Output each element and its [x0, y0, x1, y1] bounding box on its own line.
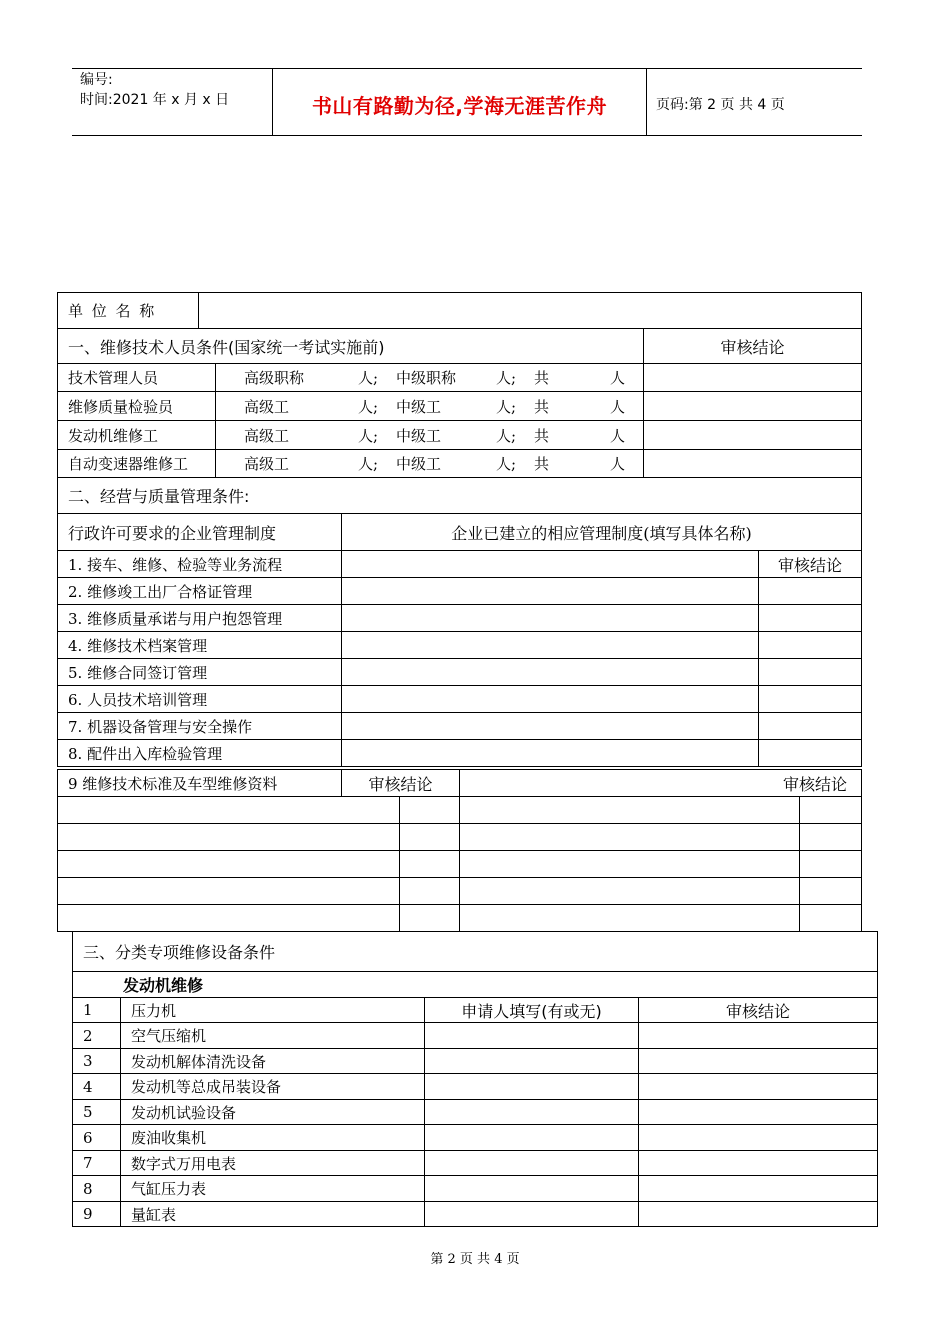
- mgmt-established-cell[interactable]: [342, 659, 759, 686]
- staff-review-cell[interactable]: [644, 364, 862, 392]
- equipment-no: 7: [73, 1151, 121, 1176]
- applicant-cell[interactable]: [425, 1100, 639, 1125]
- equipment-name: 压力机: [121, 998, 425, 1023]
- equipment-table: [72, 931, 878, 1227]
- standards-row: [58, 878, 862, 905]
- standards-row: [58, 824, 862, 851]
- equipment-name: 气缸压力表: [121, 1176, 425, 1202]
- mgmt-column-header-row: [58, 514, 862, 551]
- header-top-rule: [72, 68, 862, 69]
- mgmt-item: 9 维修技术标准及车型维修资料: [58, 770, 342, 797]
- applicant-cell[interactable]: [425, 1049, 639, 1074]
- equipment-no: 9: [73, 1202, 121, 1227]
- mgmt-review-cell[interactable]: [759, 713, 862, 740]
- section2-title: 二、经营与质量管理条件:: [58, 478, 862, 514]
- qualification-table: [57, 292, 862, 767]
- mgmt-item: 6. 人员技术培训管理: [58, 686, 342, 713]
- mgmt-review-cell[interactable]: [759, 632, 862, 659]
- equipment-review-header: 审核结论: [639, 998, 878, 1023]
- mgmt-row: [58, 605, 862, 632]
- equipment-row: [73, 1049, 878, 1074]
- standards-name-cell[interactable]: [460, 878, 800, 905]
- applicant-cell[interactable]: [425, 1202, 639, 1227]
- staff-row: [58, 421, 862, 450]
- equipment-row: [73, 1074, 878, 1100]
- equipment-row: [73, 1100, 878, 1125]
- review-cell[interactable]: [639, 1125, 878, 1151]
- standards-review-cell[interactable]: [800, 851, 862, 878]
- review-cell[interactable]: [639, 1074, 878, 1100]
- standards-review-cell[interactable]: [800, 905, 862, 932]
- section3-header-row: [73, 932, 878, 972]
- mgmt-review-header: 审核结论: [759, 551, 862, 578]
- staff-count: 高级工 人; 中级工 人; 共 人: [216, 450, 644, 478]
- equipment-no: 8: [73, 1176, 121, 1202]
- staff-row: [58, 450, 862, 478]
- staff-review-cell[interactable]: [644, 392, 862, 421]
- mgmt-item: 4. 维修技术档案管理: [58, 632, 342, 659]
- standards-name-cell[interactable]: [58, 905, 400, 932]
- section1-review-header: 审核结论: [644, 329, 862, 364]
- col-required-header: 行政许可要求的企业管理制度: [58, 514, 342, 551]
- standards-name-cell[interactable]: [58, 824, 400, 851]
- section1-title: 一、维修技术人员条件(国家统一考试实施前): [58, 329, 644, 364]
- equipment-name: 量缸表: [121, 1202, 425, 1227]
- equipment-no: 3: [73, 1049, 121, 1074]
- category-title: 发动机维修: [73, 972, 878, 998]
- standards-name-cell[interactable]: [58, 878, 400, 905]
- standards-review-cell[interactable]: [800, 878, 862, 905]
- equipment-name: 发动机解体清洗设备: [121, 1049, 425, 1074]
- equipment-row: [73, 998, 878, 1023]
- mgmt-item: 5. 维修合同签订管理: [58, 659, 342, 686]
- mgmt-item: 8. 配件出入库检验管理: [58, 740, 342, 767]
- mgmt-row: [58, 659, 862, 686]
- standards-name-cell[interactable]: [460, 824, 800, 851]
- equipment-no: 5: [73, 1100, 121, 1125]
- header-bottom-rule: [72, 135, 862, 136]
- page-info: 页码:第 2 页 共 4 页: [656, 97, 785, 113]
- standards-review-cell[interactable]: [800, 824, 862, 851]
- category-row: [73, 972, 878, 998]
- equipment-name: 空气压缩机: [121, 1023, 425, 1049]
- equipment-name: 发动机等总成吊装设备: [121, 1074, 425, 1100]
- review-cell[interactable]: [639, 1023, 878, 1049]
- standards-table: [57, 769, 862, 932]
- standards-review-cell[interactable]: [400, 797, 460, 824]
- equipment-no: 4: [73, 1074, 121, 1100]
- mgmt-established-cell[interactable]: [342, 605, 759, 632]
- staff-review-cell[interactable]: [644, 450, 862, 478]
- staff-count: 高级工 人; 中级工 人; 共 人: [216, 392, 644, 421]
- staff-count: 高级工 人; 中级工 人; 共 人: [216, 421, 644, 450]
- equipment-row: [73, 1151, 878, 1176]
- mgmt-item: 1. 接车、维修、检验等业务流程: [58, 551, 342, 578]
- mgmt-established-cell[interactable]: [342, 632, 759, 659]
- equipment-row: [73, 1176, 878, 1202]
- applicant-cell[interactable]: [425, 1151, 639, 1176]
- review-header-mid: 审核结论: [342, 770, 460, 797]
- standards-review-cell[interactable]: [400, 851, 460, 878]
- section1-header-row: [58, 329, 862, 364]
- unit-name-value[interactable]: [199, 293, 862, 329]
- unit-name-row: [58, 293, 862, 329]
- section3-title: 三、分类专项维修设备条件: [73, 932, 878, 972]
- equipment-row: [73, 1125, 878, 1151]
- mgmt-item: 3. 维修质量承诺与用户抱怨管理: [58, 605, 342, 632]
- section2-header-row: [58, 478, 862, 514]
- standards-review-cell[interactable]: [400, 905, 460, 932]
- mgmt-established-cell[interactable]: [342, 740, 759, 767]
- motto: 书山有路勤为径,学海无涯苦作舟: [311, 94, 608, 118]
- standards-name-cell[interactable]: [58, 851, 400, 878]
- standards-review-cell[interactable]: [800, 797, 862, 824]
- mgmt-established-cell[interactable]: [342, 713, 759, 740]
- equipment-name: 发动机试验设备: [121, 1100, 425, 1125]
- header-divider-right: [646, 68, 647, 136]
- staff-role: 技术管理人员: [58, 364, 216, 392]
- mgmt-row: [58, 551, 862, 578]
- mgmt-review-cell[interactable]: [759, 740, 862, 767]
- equipment-no: 2: [73, 1023, 121, 1049]
- mgmt-item: 7. 机器设备管理与安全操作: [58, 713, 342, 740]
- equipment-row: [73, 1023, 878, 1049]
- review-cell[interactable]: [639, 1151, 878, 1176]
- review-header-right: 审核结论: [460, 770, 862, 797]
- number-label: 编号:: [80, 72, 113, 88]
- applicant-cell[interactable]: [425, 1023, 639, 1049]
- review-cell[interactable]: [639, 1049, 878, 1074]
- review-cell[interactable]: [639, 1202, 878, 1227]
- mgmt-review-cell[interactable]: [759, 686, 862, 713]
- staff-role: 自动变速器维修工: [58, 450, 216, 478]
- page-footer: 第 2 页 共 4 页: [430, 1252, 520, 1267]
- mgmt-review-cell[interactable]: [759, 578, 862, 605]
- applicant-cell[interactable]: [425, 1176, 639, 1202]
- equipment-row: [73, 1202, 878, 1227]
- unit-name-label: 单 位 名 称: [58, 293, 199, 329]
- mgmt-review-cell[interactable]: [759, 605, 862, 632]
- applicant-cell[interactable]: [425, 1074, 639, 1100]
- equipment-no: 6: [73, 1125, 121, 1151]
- mgmt-row: [58, 686, 862, 713]
- standards-name-cell[interactable]: [58, 797, 400, 824]
- review-cell[interactable]: [639, 1100, 878, 1125]
- standards-review-cell[interactable]: [400, 824, 460, 851]
- equipment-no: 1: [73, 998, 121, 1023]
- standards-name-cell[interactable]: [460, 905, 800, 932]
- applicant-header: 申请人填写(有或无): [425, 998, 639, 1023]
- col-established-header: 企业已建立的相应管理制度(填写具体名称): [342, 514, 862, 551]
- mgmt-established-cell[interactable]: [342, 551, 759, 578]
- applicant-cell[interactable]: [425, 1125, 639, 1151]
- standards-review-cell[interactable]: [400, 878, 460, 905]
- standards-name-cell[interactable]: [460, 851, 800, 878]
- staff-count: 高级职称 人; 中级职称 人; 共 人: [216, 364, 644, 392]
- mgmt-established-cell[interactable]: [342, 686, 759, 713]
- mgmt-established-cell[interactable]: [342, 578, 759, 605]
- mgmt-item: 2. 维修竣工出厂合格证管理: [58, 578, 342, 605]
- staff-role: 发动机维修工: [58, 421, 216, 450]
- standards-row: [58, 797, 862, 824]
- equipment-name: 废油收集机: [121, 1125, 425, 1151]
- review-cell[interactable]: [639, 1176, 878, 1202]
- staff-review-cell[interactable]: [644, 421, 862, 450]
- mgmt-review-cell[interactable]: [759, 659, 862, 686]
- staff-row: [58, 364, 862, 392]
- mgmt-row: [58, 578, 862, 605]
- staff-role: 维修质量检验员: [58, 392, 216, 421]
- mgmt-row: [58, 740, 862, 767]
- standards-name-cell[interactable]: [460, 797, 800, 824]
- header-meta: [80, 70, 229, 110]
- time-label: 时间:2021 年 x 月 x 日: [80, 92, 230, 108]
- standards-row: [58, 905, 862, 932]
- mgmt-row: [58, 713, 862, 740]
- staff-row: [58, 392, 862, 421]
- standards-row: [58, 851, 862, 878]
- mgmt-row: [58, 632, 862, 659]
- standards-header-row: [58, 770, 862, 797]
- equipment-name: 数字式万用电表: [121, 1151, 425, 1176]
